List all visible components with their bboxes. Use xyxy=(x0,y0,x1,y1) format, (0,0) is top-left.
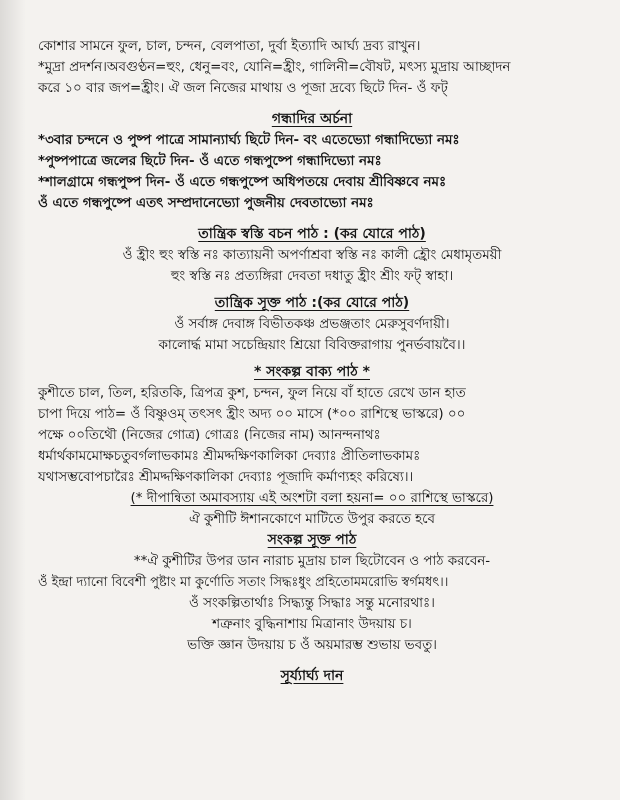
text-line-4: *৩বার চন্দনে ও পুষ্প পাত্রে সামান্যার্ঘ্য ছিটে দিন- বং এতেভ্যো গন্ধাদিভ্যো নমঃ xyxy=(38,133,460,148)
heading-suryarghya-dan: সূর্য্যার্ঘ্য দান xyxy=(280,668,344,684)
text-line-8: ওঁ হ্রীং হুং স্বস্তি নঃ কাত্যায়নী অপর্ণাশ্রবা স্বস্তি নঃ কালী হ্রৌং মেধামৃতময়ী xyxy=(122,248,502,263)
heading-sankalpa-vakya: * সংকল্প বাক্য পাঠ * xyxy=(254,364,370,380)
text-line-23: ভক্তি জ্ঞান উদয়ায় চ ওঁ অয়মারম্ভ শুভায় ভবতু। xyxy=(187,638,437,653)
text-line-5: *পুষ্পপাত্রে জলের ছিটে দিন- ওঁ এতে গন্ধপুষ্পে গন্ধাদিভ্যো নমঃ xyxy=(38,154,382,169)
text-line-11: কালোর্দ্ধ মামা সচেন্দ্রিয়াং শ্রিয়ো বিবিক্তরাগায় পুনর্ভবায়বৈ।। xyxy=(158,338,466,353)
text-line-18: ঐ কুশীটি ঈশানকোণে মাটিতে উপুর করতে হবে xyxy=(189,512,435,527)
text-line-14: পক্ষে ০০তিথৌ (নিজের গোত্র) গোত্রঃ (নিজের নাম) আনন্দনাথঃ xyxy=(38,428,381,443)
text-line-10: ওঁ সর্বাঙ্গ দেবাঙ্গ বিভীতকঞ্চ প্রভঞ্জতাং মেরুসুবর্ণদায়ী। xyxy=(174,317,450,332)
heading-swasti-bachan: তান্ত্রিক স্বস্তি বচন পাঠ : (কর যোরে পাঠ) xyxy=(198,226,426,242)
text-line-16: যথাসম্ভবোপচারৈঃ শ্রীমদ্দক্ষিণকালিকা দেব্যাঃ পূজাদি কর্মাণ্যহং করিষ্যে।। xyxy=(38,470,414,485)
text-line-3: করে ১০ বার জপ=হ্রীং। ঐ জল নিজের মাথায় ও পূজা দ্রব্যে ছিটে দিন- ওঁ ফট্ xyxy=(38,81,448,96)
text-line-9: হুং স্বস্তি নঃ প্রত্যঙ্গিরা দেবতা দধাতু হ্রীং শ্রীং ফট্ স্বাহা। xyxy=(170,269,454,284)
text-line-13: চাপা দিয়ে পাঠ= ওঁ বিষ্ণুওম্ তৎসৎ হ্রীং অদ্য ০০ মাসে (*০০ রাশিস্থে ভাস্করে) ০০ xyxy=(38,407,466,422)
text-line-21: ওঁ সংকল্পিতার্থাঃ সিদ্ধ্যন্তু সিদ্ধাঃ সন্তু মনোরথাঃ। xyxy=(189,596,435,611)
text-line-17: (* দীপান্বিতা অমাবস্যায় এই অংশটা বলা হয়না= ০০ রাশিস্থে ভাস্করে) xyxy=(130,491,494,506)
text-line-1: কোশার সামনে ফুল, চাল, চন্দন, বেলপাতা, দুর্বা ইত্যাদি আর্ঘ্য দ্রব্য রাখুন। xyxy=(38,39,421,54)
heading-sukta-path: তান্ত্রিক সূক্ত পাঠ :(কর যোরে পাঠ) xyxy=(214,295,410,311)
text-line-20: ওঁ ইন্দ্রা দ্যানো বিবেশী পুষ্টাং মা কুর্ণোতি সতাং সিদ্ধঃধুং প্রহিতোমমরোভি স্বর্গমধৎ।। xyxy=(38,575,449,590)
text-line-22: শত্রুনাং বুদ্ধিনাশায় মিত্রানাং উদয়ায় চ। xyxy=(212,617,412,632)
text-line-6: *শালগ্রামে গন্ধপুষ্প দিন- ওঁ এতে গন্ধপুষ্পে অধিপতয়ে দেবায় শ্রীবিষ্ণবে নমঃ xyxy=(38,175,447,190)
heading-gandhadir-archana: গন্ধাদির অর্চনা xyxy=(271,111,353,127)
page-shadow xyxy=(0,0,26,800)
text-line-12: কুশীতে চাল, তিল, হরিতকি, ত্রিপত্র কুশ, চন্দন, ফুল নিয়ে বাঁ হাতে রেখে ডান হাত xyxy=(38,386,466,401)
heading-sankalpa-sukta: সংকল্প সূক্ত পাঠ xyxy=(267,532,357,548)
text-line-2: *মুদ্রা প্রদর্শন।অবগুণ্ঠন=হুং, ধেনু=বং, যোনি=হ্রীং, গালিনী=বৌষট, মৎস্য মুদ্রায় আচ্ছাদন xyxy=(38,60,511,75)
text-line-19: **ঐ কুশীটির উপর ডান নারাচ মুদ্রায় চাল ছিটোবেন ও পাঠ করবেন- xyxy=(133,554,491,569)
text-line-7: ওঁ এতে গন্ধপুষ্পে এতৎ সম্প্রদানেভ্যো পুজনীয় দেবতাভ্যো নমঃ xyxy=(38,196,374,211)
text-line-15: ধর্মার্থকামমোক্ষচতুবর্গলাভকামঃ শ্রীমদ্দক্ষিণকালিকা দেব্যাঃ প্রীতিলাভকামঃ xyxy=(38,449,421,464)
